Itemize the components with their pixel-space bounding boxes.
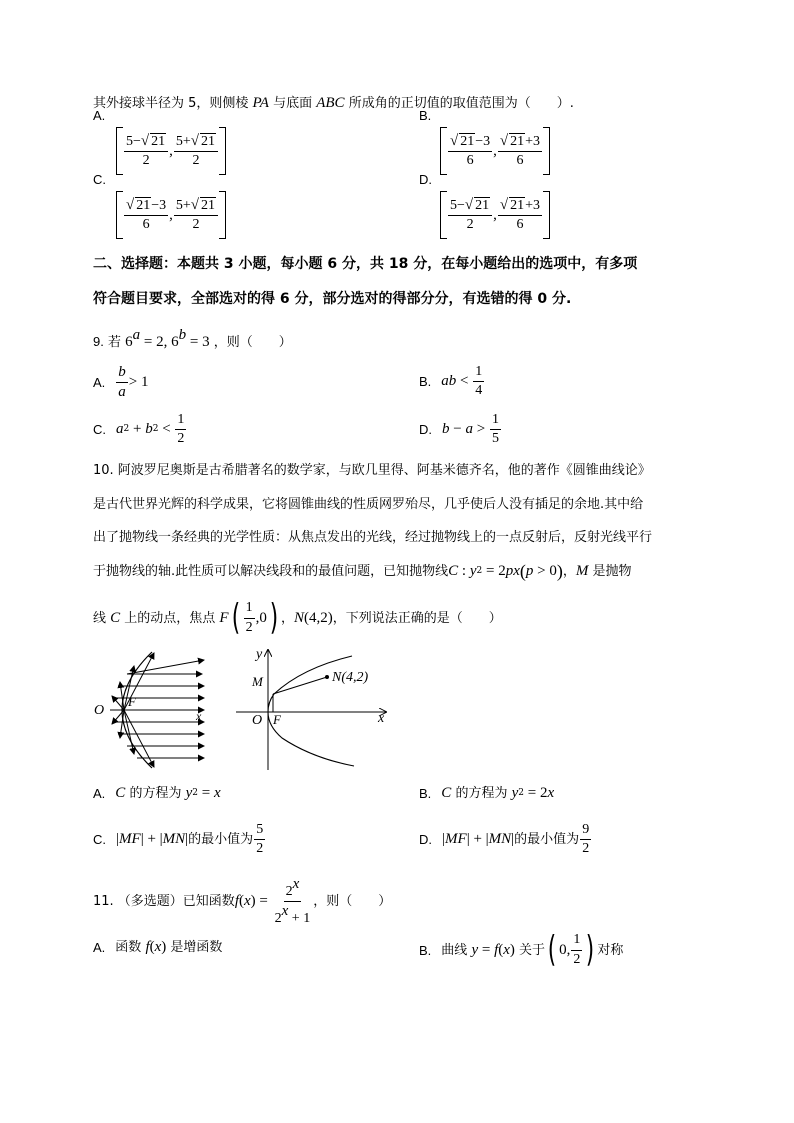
q11-option-b[interactable]: B. 曲线 y = f ( x ) 关于 ( 0, $\frac{1}{2}$ ) 对称 (419, 929, 624, 970)
q10-option-c[interactable]: C. | MF | + | MN | 的最小值为 $\frac{5}{2}$ (93, 822, 264, 857)
q8-option-b[interactable]: B. (419, 108, 432, 123)
q8-option-d-math: $\frac{5-√ 21}{2}$ , $\frac{√ 21+3}{6}$ (440, 191, 550, 239)
q9-stem: 9. 若 $6^a = 2$, $6^b = 3$ ，则（ ） (93, 327, 292, 350)
q11-stem: 11. （多选题）已知函数 f ( x ) = $\frac{2^x}{2^x + 1}$ ，则（ ） (93, 876, 392, 927)
q10-line4: 于抛物线的轴.此性质可以解决线段和的最值问题，已知抛物线 C : y 2 = 2 px ( p > 0 ) ， M 是抛物 (93, 561, 632, 581)
q10-option-b[interactable]: B. C 的方程为 y 2 = 2 x (419, 785, 555, 801)
q8-option-c[interactable]: C. (93, 172, 106, 187)
q10-line1: 10. 阿波罗尼奥斯是古希腊著名的数学家，与欧几里得、阿基米德齐名，他的著作《圆锥曲线论》 (93, 463, 651, 478)
q9-option-d[interactable]: D. b − a > $\frac{1}{5}$ (419, 412, 499, 447)
q10-option-d[interactable]: D. | MF | + | MN | 的最小值为 $\frac{9}{2}$ (419, 822, 590, 857)
fig2-label-f: F (273, 712, 281, 727)
q11-option-a[interactable]: A. 函数 f ( x ) 是增函数 (93, 939, 223, 955)
q10-line5: 线 C 上的动点，焦点 F ( $\frac{1}{2}$ ,0 ) ， N (4,2) ，下列说法正确的是（ ） (93, 597, 502, 638)
q10-option-a[interactable]: A. C 的方程为 y 2 = x (93, 785, 221, 801)
fig1-label-o: O (94, 703, 105, 718)
q8-option-a-math: $\frac{5-√ 21}{2}$ , $\frac{5+√ 21}{2}$ (116, 127, 226, 175)
fig1-label-f: F (128, 694, 136, 709)
q8-option-b-math: $\frac{√ 21-3}{6}$ , $\frac{√ 21+3}{6}$ (440, 127, 550, 175)
q10-line2: 是古代世界光辉的科学成果，它将圆锥曲线的性质网罗殆尽，几乎使后人没有插足的余地.其中给 (93, 497, 644, 512)
parabola-coordinate-figure (232, 646, 392, 772)
q8-option-c-math: $\frac{√ 21-3}{6}$ , $\frac{5+√ 21}{2}$ (116, 191, 226, 239)
q8-stem: 其外接球半径为 5，则侧棱 PA 与底面 ABC 所成角的正切值的取值范围为（ ）. (93, 95, 574, 111)
fig1-label-x: x (196, 709, 202, 723)
fig2-label-x: x (378, 711, 385, 726)
q8-option-d[interactable]: D. (419, 172, 432, 187)
q8-option-a[interactable]: A. (93, 108, 106, 123)
fig2-label-y: y (256, 647, 263, 662)
section-2-instructions-line1: 二、选择题：本题共 3 小题，每小题 6 分，共 18 分，在每小题给出的选项中，有多项 (93, 256, 638, 272)
q9-option-a[interactable]: A. $\frac{b}{a}$ > 1 (93, 364, 149, 401)
parabola-reflection-figure (92, 650, 212, 772)
fig2-label-m: M (252, 674, 263, 689)
q9-option-c[interactable]: C. a 2 + b 2 < $\frac{1}{2}$ (93, 412, 185, 447)
fig2-label-n: N(4,2) (332, 670, 369, 685)
section-2-instructions-line2: 符合题目要求，全部选对的得 6 分，部分选对的得部分分，有选错的得 0 分. (93, 291, 572, 307)
fig2-label-o: O (252, 713, 263, 728)
q9-option-b[interactable]: B. ab < $\frac{1}{4}$ (419, 364, 483, 399)
q10-line3: 出了抛物线一条经典的光学性质：从焦点发出的光线，经过抛物线上的一点反射后，反射光线平行 (93, 530, 653, 545)
